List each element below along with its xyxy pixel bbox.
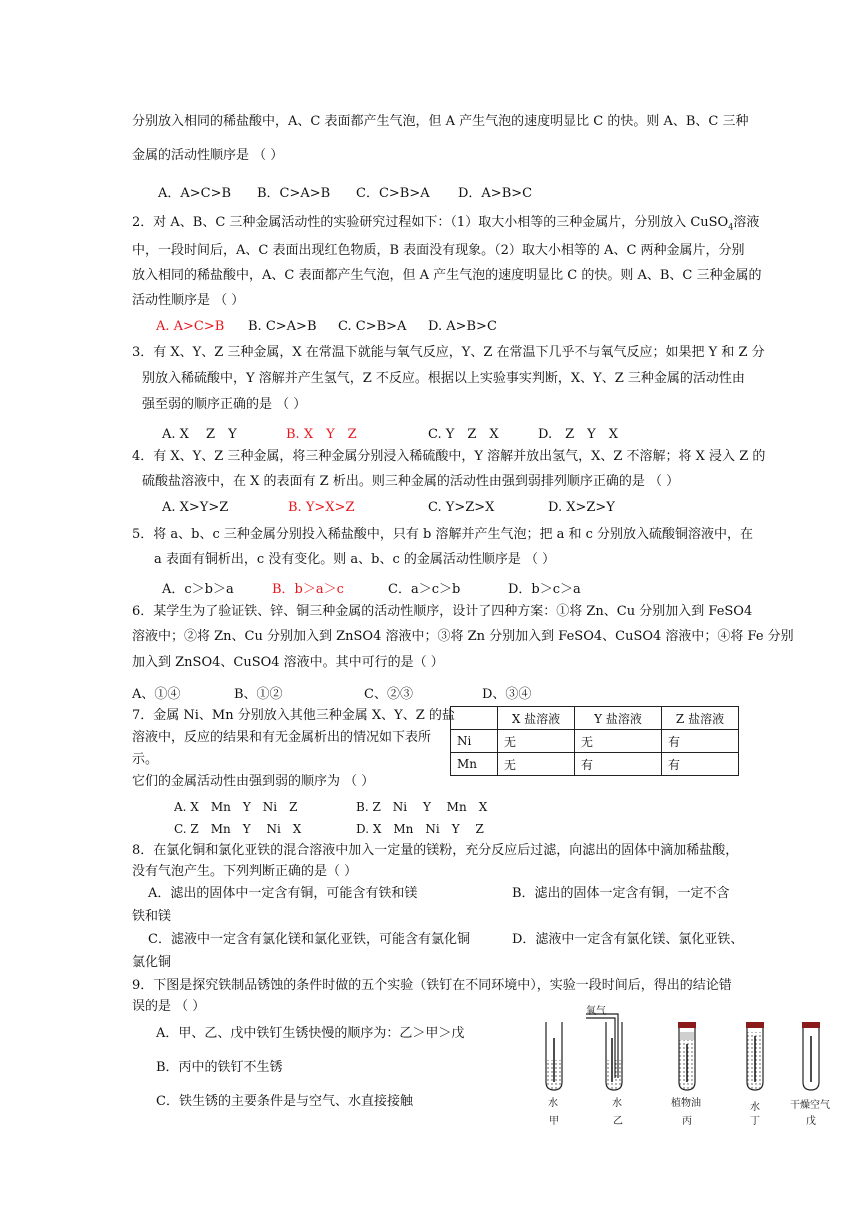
q2-option-a: A. A>C>B [156, 319, 225, 334]
q4-option-c: C. Y>Z>X [428, 500, 495, 515]
tube-name-label: 丙 [682, 1116, 692, 1127]
q9-option-b: B．丙中的铁钉不生锈 [156, 1060, 283, 1075]
tube-content-label: 植物油 [671, 1098, 701, 1109]
table-cell: 无 [575, 730, 662, 753]
tube-content-label: 干燥空气 [790, 1100, 830, 1111]
q8-option-b-cont: 铁和镁 [132, 909, 172, 924]
q6-line2: 溶液中；②将 Zn、Cu 分别加入到 ZnSO4 溶液中；③将 Zn 分别加入到 FeSO4、CuSO4 溶液中；④将 Fe 分别 [132, 629, 794, 644]
table-cell: 有 [575, 753, 662, 776]
table-header-row [451, 707, 739, 730]
q8-option-c: C．滤液中一定含有氯化镁和氯化亚铁，可能含有氯化铜 [148, 932, 470, 947]
q3-line2: 别放入稀硫酸中，Y 溶解并产生氢气，Z 不反应。根据以上实验事实判断，X、Y、Z 三种金属的活动性由 [142, 371, 745, 386]
table-cell: 无 [498, 753, 575, 776]
q7-line4: 它们的金属活动性由强到弱的顺序为 （ ） [132, 774, 375, 789]
tube-yi [586, 1014, 622, 1090]
tube-ding [746, 1022, 764, 1090]
q1-line1: 分别放入相同的稀盐酸中，A、C 表面都产生气泡，但 A 产生气泡的速度明显比 C 的快。则 A、B、C 三种 [132, 114, 749, 129]
q3-option-c: C. Y Z X [428, 427, 499, 442]
q1-option-a: A．A>C>B [158, 186, 232, 201]
q2-line2: 中，一段时间后，A、C 表面出现红色物质，B 表面没有现象。（2）取大小相等的 A、C 两种金属片，分别 [132, 243, 745, 258]
table-cell: Ni [451, 730, 498, 753]
q7-line1: 7．金属 Ni、Mn 分别放入其他三种金属 X、Y、Z 的盐 [132, 708, 455, 723]
tube-content-label: 水 [612, 1098, 622, 1109]
q3-option-d: D. Z Y X [538, 427, 618, 442]
q5-option-c: C．a＞c＞b [388, 582, 461, 597]
q8-option-a: A．滤出的固体中一定含有铜，可能含有铁和镁 [148, 886, 418, 901]
q6-option-d: D、③④ [482, 687, 532, 702]
q3-line1: 3．有 X、Y、Z 三种金属，X 在常温下就能与氧气反应，Y、Z 在常温下几乎不与氧气反应；如果把 Y 和 Z 分 [132, 345, 765, 360]
tube-name-label: 甲 [549, 1116, 559, 1127]
q7-option-b: B. Z Ni Y Mn X [356, 800, 488, 814]
q4-option-b: B. Y>X>Z [288, 500, 355, 515]
tube-jia [546, 1022, 562, 1090]
table-cell: 有 [662, 753, 739, 776]
tube-content-label: 水 [548, 1098, 558, 1109]
q5-option-d: D．b＞c＞a [508, 582, 581, 597]
q3-line3: 强至弱的顺序正确的是 （ ） [142, 397, 307, 412]
q1-option-d: D．A>B>C [458, 186, 533, 201]
q8-option-d-cont: 氯化铜 [132, 955, 172, 970]
q9-option-a: A．甲、乙、戊中铁钉生锈快慢的顺序为：乙＞甲＞戊 [156, 1026, 465, 1041]
tube-content-label: 水 [750, 1102, 760, 1113]
table-row [451, 730, 739, 753]
q9-line2: 误的是 （ ） [132, 999, 206, 1014]
q4-option-d: D. X>Z>Y [548, 500, 615, 515]
q6-option-a: A、①④ [132, 687, 181, 702]
q7-line3: 示。 [132, 752, 159, 767]
q3-option-b: B. X Y Z [286, 427, 357, 442]
q2-option-c: C. C>B>A [338, 319, 407, 334]
q6-option-b: B、①② [234, 687, 283, 702]
q2-line3: 放入相同的稀盐酸中，A、C 表面都产生气泡，但 A 产生气泡的速度明显比 C 的快。则 A、B、C 三种金属的 [132, 268, 762, 283]
q4-option-a: A. X>Y>Z [162, 500, 229, 515]
tube-name-label: 丁 [750, 1116, 760, 1127]
table-header-cell: Z 盐溶液 [662, 707, 739, 730]
q1-line2: 金属的活动性顺序是 （ ） [132, 148, 284, 163]
q7-option-d: D. X Mn Ni Y Z [356, 822, 484, 836]
stopper-icon [678, 1022, 696, 1028]
tube-name-label: 戊 [806, 1116, 816, 1127]
q5-option-b: B．b＞a＞c [272, 582, 344, 597]
table-header-cell [451, 707, 498, 730]
q5-line1: 5．将 a、b、c 三种金属分别投入稀盐酸中，只有 b 溶解并产生气泡；把 a 和 c 分别放入硫酸铜溶液中，在 [132, 527, 754, 542]
table-header-cell: Y 盐溶液 [575, 707, 662, 730]
q1-option-c: C．C>B>A [356, 186, 430, 201]
q6-line3: 加入到 ZnSO4、CuSO4 溶液中。其中可行的是（ ） [132, 655, 444, 670]
tube-wu [802, 1022, 820, 1090]
q2-line4: 活动性顺序是 （ ） [132, 293, 245, 308]
q9-option-c: C．铁生锈的主要条件是与空气、水直接接触 [156, 1094, 413, 1109]
tube-name-label: 乙 [613, 1116, 623, 1127]
q2-option-d: D. A>B>C [428, 319, 497, 334]
q1-option-b: B．C>A>B [257, 186, 331, 201]
q5-line2: a 表面有铜析出，c 没有变化。则 a、b、c 的金属活动性顺序是 （ ） [154, 552, 556, 567]
q8-option-d: D．滤液中一定含有氯化镁、氯化亚铁、 [512, 932, 744, 947]
q8-line2: 没有气泡产生。下列判断正确的是（ ） [132, 864, 358, 879]
table-cell: 无 [498, 730, 575, 753]
table-row [451, 753, 739, 776]
q5-option-a: A．c＞b＞a [162, 582, 234, 597]
q8-line1: 8．在氯化铜和氯化亚铁的混合溶液中加入一定量的镁粉，充分反应后过滤，向滤出的固体中滴加稀盐酸， [132, 843, 739, 858]
table-header-cell: X 盐溶液 [498, 707, 575, 730]
q7-option-a: A. X Mn Y Ni Z [174, 800, 298, 814]
tube-bing [678, 1022, 696, 1090]
q4-line2: 硫酸盐溶液中，在 X 的表面有 Z 析出。则三种金属的活动性由强到弱排列顺序正确的是 （ ） [142, 474, 680, 489]
salt-reaction-table [450, 706, 739, 776]
q3-option-a: A. X Z Y [162, 427, 237, 442]
q6-line1: 6．某学生为了验证铁、锌、铜三种金属的活动性顺序，设计了四种方案：①将 Zn、Cu 分别加入到 FeSO4 [132, 604, 753, 619]
q4-line1: 4．有 X、Y、Z 三种金属，将三种金属分别浸入稀硫酸中，Y 溶解并放出氢气，X、Z 不溶解；将 X 浸入 Z 的 [132, 449, 766, 464]
stopper-icon [802, 1022, 820, 1028]
q7-line2: 溶液中，反应的结果和有无金属析出的情况如下表所 [132, 730, 432, 745]
q7-option-c: C. Z Mn Y Ni X [174, 822, 302, 836]
q2-option-b: B. C>A>B [248, 319, 317, 334]
q2-line1: 2．对 A、B、C 三种金属活动性的实验研究过程如下：（1）取大小相等的三种金属片，分别放入 CuSO$_4$溶液 [132, 215, 760, 232]
table-cell: 有 [662, 730, 739, 753]
stopper-icon [746, 1022, 764, 1028]
table-cell: Mn [451, 753, 498, 776]
oxygen-label: 氧气 [586, 1006, 606, 1017]
q8-option-b: B．滤出的固体一定含有铜，一定不含 [512, 886, 730, 901]
q9-line1: 9．下图是探究铁制品锈蚀的条件时做的五个实验（铁钉在不同环境中），实验一段时间后，得出的结论错 [132, 978, 732, 993]
q6-option-c: C、②③ [364, 687, 413, 702]
